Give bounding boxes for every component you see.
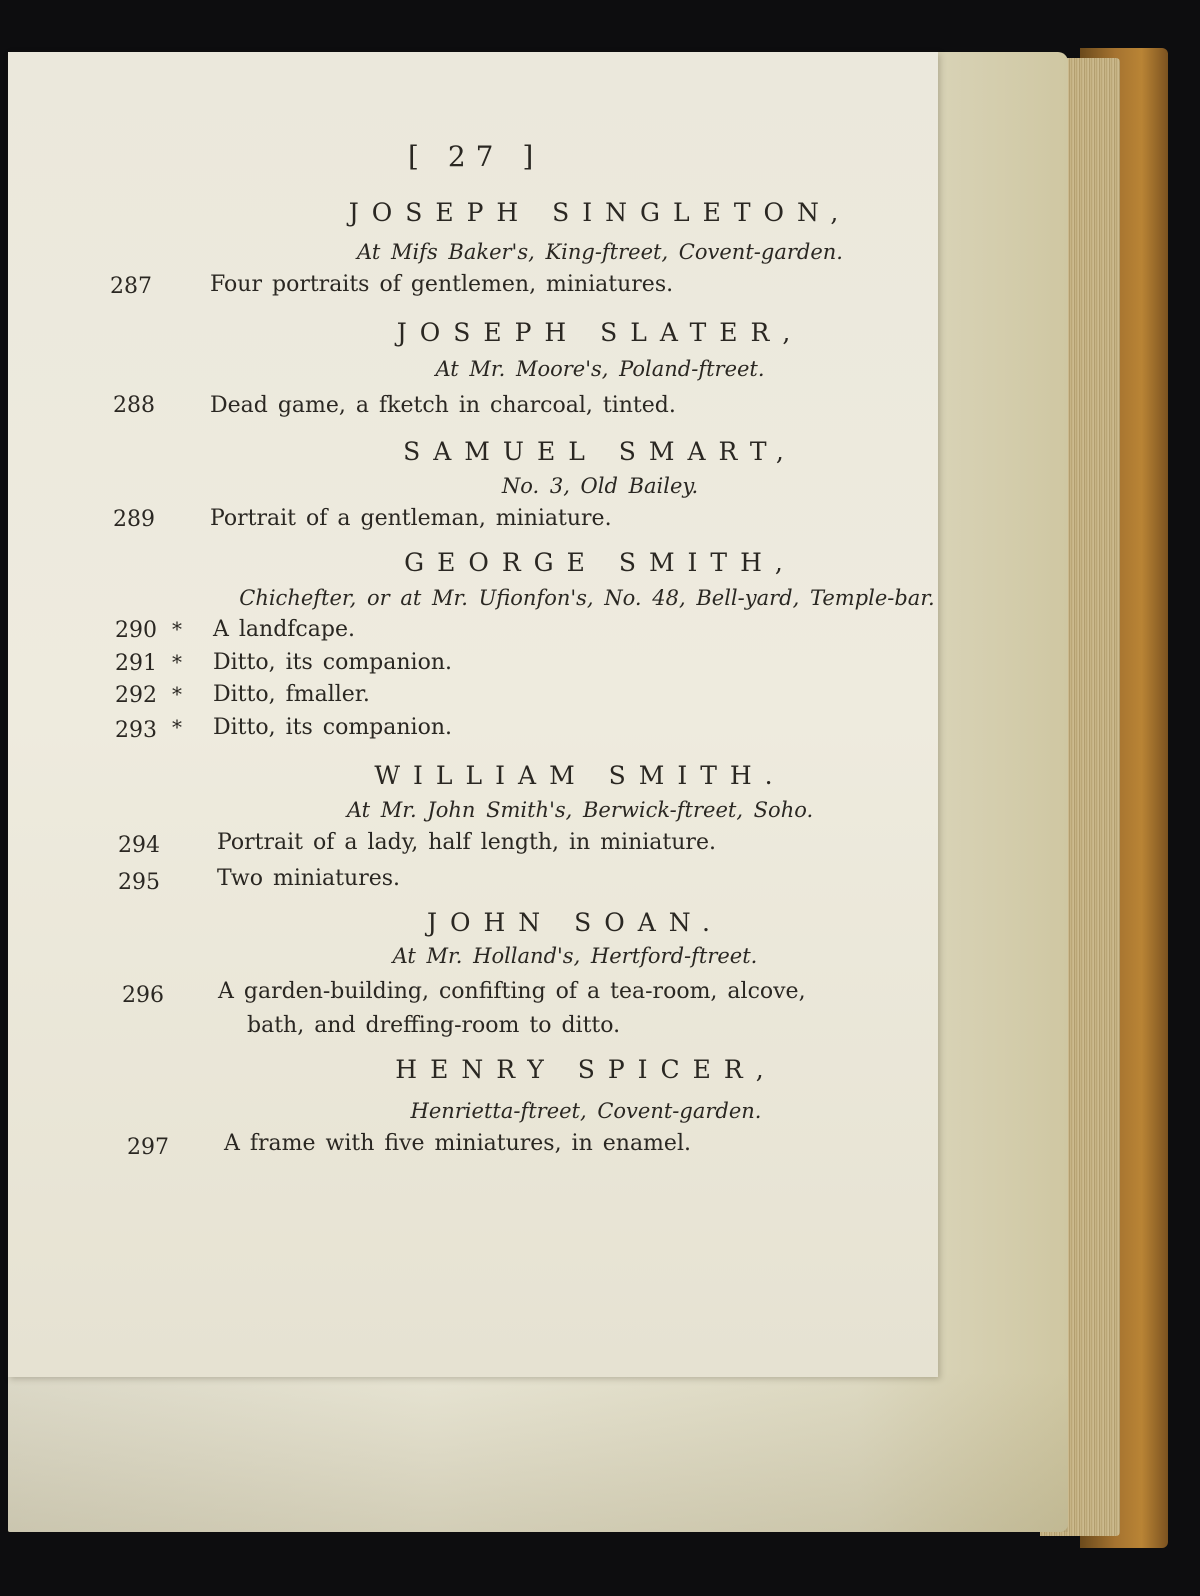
artist-address: Henrietta-ftreet, Covent-garden. [410,1099,762,1123]
artist-address: At Mifs Baker's, King-ftreet, Covent-garden. [357,240,843,264]
artist-name: HENRY SPICER, [395,1055,777,1084]
artist-name: GEORGE SMITH, [404,548,796,577]
entry-number: 294 [118,833,160,858]
entry-number: 297 [127,1135,169,1160]
entry-number: 287 [110,274,152,299]
entry-text: A landfcape. [213,617,355,642]
entry-mark: * [172,650,182,674]
entry-text: Ditto, its companion. [213,650,452,675]
entry-mark: * [172,617,182,641]
artist-name: SAMUEL SMART, [403,437,797,466]
entry-number: 295 [118,870,160,895]
entry-text: Ditto, fmaller. [213,682,370,707]
entry-text: Two miniatures. [217,866,401,891]
page-folio: [ 27 ] [408,140,544,173]
entry-text: Ditto, its companion. [213,715,452,740]
artist-name: JOSEPH SLATER, [396,318,804,347]
artist-name: JOSEPH SINGLETON, [348,198,852,227]
entry-number: 292 [115,683,157,708]
artist-name: WILLIAM SMITH. [374,761,786,790]
entry-continuation: bath, and dreffing-room to ditto. [247,1013,621,1038]
artist-address: At Mr. Moore's, Poland-ftreet. [435,357,765,381]
entry-text: Four portraits of gentlemen, miniatures. [210,272,674,297]
entry-text: A garden-building, confifting of a tea-room, alcove, [218,979,806,1004]
artist-address: At Mr. Holland's, Hertford-ftreet. [392,944,758,968]
artist-address: Chichefter, or at Mr. Ufionfon's, No. 48, Bell-yard, Temple-bar. [239,586,935,610]
entry-number: 291 [115,651,157,676]
entry-mark: * [172,682,182,706]
entry-text: Portrait of a lady, half length, in miniature. [217,830,716,855]
entry-number: 296 [122,983,164,1008]
entry-text: A frame with five miniatures, in enamel. [224,1131,691,1156]
artist-name: JOHN SOAN. [426,908,724,937]
entry-number: 290 [115,618,157,643]
entry-text: Dead game, a fketch in charcoal, tinted. [210,393,676,418]
entry-mark: * [172,715,182,739]
entry-number: 288 [113,393,155,418]
entry-number: 289 [113,507,155,532]
entry-text: Portrait of a gentleman, miniature. [210,506,612,531]
artist-address: No. 3, Old Bailey. [501,474,699,498]
artist-address: At Mr. John Smith's, Berwick-ftreet, Soho. [346,798,814,822]
entry-number: 293 [115,718,157,743]
